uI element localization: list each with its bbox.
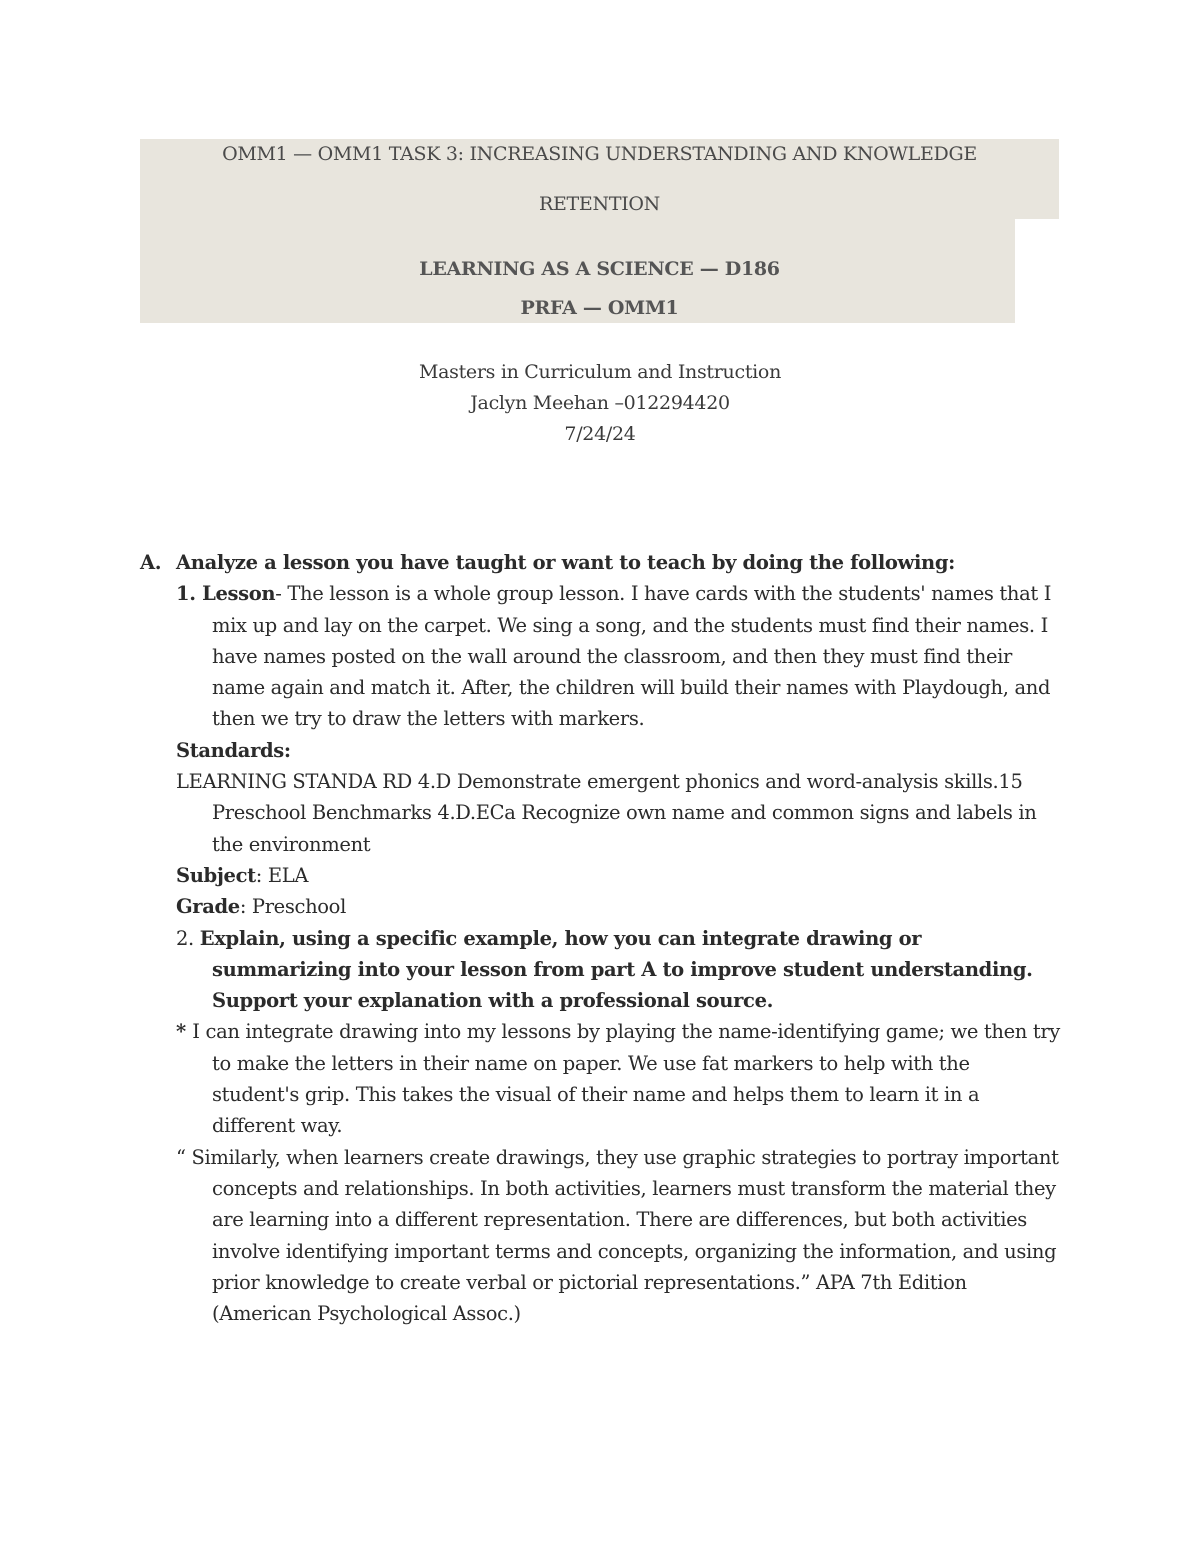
lesson-label: 1. Lesson [176,582,276,606]
grade-line [140,891,1060,922]
lesson-text: - The lesson is a whole group lesson. I have cards with the students' names that I mix up and lay on the carpet. We sing a song, and the students must find their names. I have names posted on the wall around the classroom, and then they must find their name again and match it. After, the children will build their names with Playdough, and then we try to draw the letters with markers. [212,582,1052,731]
lesson-paragraph [140,578,1060,734]
grade-value: : Preschool [239,895,346,919]
answer-paragraph [140,1016,1060,1141]
program-name: Masters in Curriculum and Instruction [418,361,782,383]
section-a-heading [140,547,1060,578]
grade-label: Grade [176,895,240,919]
subject-line [140,860,1060,891]
student-name: Jaclyn Meehan –012294420 [470,392,730,414]
question-2-number: 2. [176,926,200,950]
section-a [140,547,1060,1329]
document-date: 7/24/24 [564,423,636,445]
answer-text: I can integrate drawing into my lessons by playing the name-identifying game; we then try to make the letters in their name on paper. We use fat markers to help with the student's grip. This takes the visual of their name and helps them to learn it in a different way. [192,1020,1060,1138]
course-code: PRFA — OMM1 [520,297,679,319]
subject-value: : ELA [255,863,309,887]
standards-text: LEARNING STANDA RD 4.D Demonstrate emergent phonics and word-analysis skills.15 Preschool Benchmarks 4.D.ECa Recognize own name and common signs and labels in the environment [176,770,1037,856]
task-title-line-2: RETENTION [538,193,661,215]
question-2-text: Explain, using a specific example, how you can integrate drawing or summarizing into your lesson from part A to improve student understanding. Support your explanation with a professional source. [199,926,1033,1013]
question-2 [140,923,1060,1017]
course-title: LEARNING AS A SCIENCE — D186 [419,258,780,280]
answer-marker: * [176,1020,193,1044]
subject-label: Subject [176,863,256,887]
section-heading-text: Analyze a lesson you have taught or want to teach by doing the following: [176,551,955,574]
quote-paragraph: “ Similarly, when learners create drawings, they use graphic strategies to portray important concepts and relationships. In both activities, learners must transform the material they are learning into a different representation. There are differences, but both activities involve identifying important terms and concepts, organizing the information, and using prior knowledge to create verbal or pictorial representations.” APA 7th Edition (American Psychological Assoc.) [176,1145,1059,1326]
section-letter: A. [140,551,162,574]
standards-label: Standards: [176,738,291,762]
task-title-line-1: OMM1 — OMM1 TASK 3: INCREASING UNDERSTANDING AND KNOWLEDGE [222,143,977,165]
